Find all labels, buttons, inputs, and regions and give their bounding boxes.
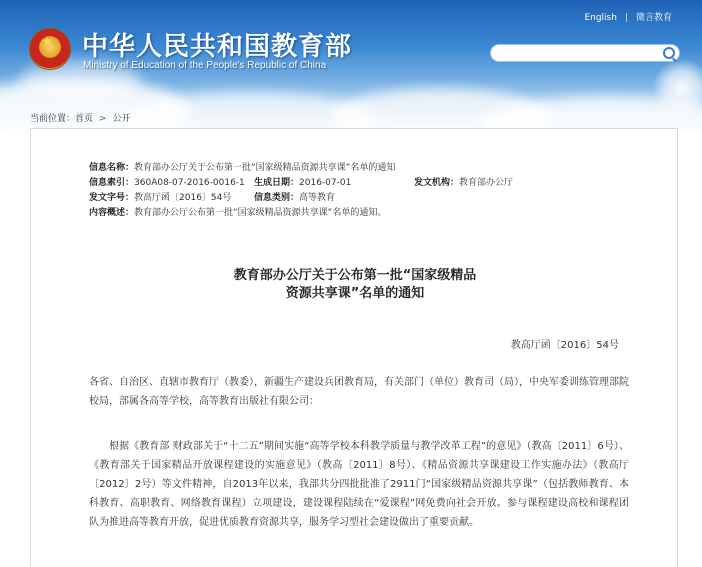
site-header bbox=[0, 0, 702, 132]
star-icon: ★ bbox=[41, 34, 54, 50]
site-subtitle: Ministry of Education of the People's Republic of China bbox=[83, 60, 327, 71]
meta-row-summary bbox=[89, 206, 395, 221]
meta-value: 教高厅函〔2016〕54号 bbox=[134, 193, 232, 203]
search-input[interactable] bbox=[490, 44, 680, 62]
search-icon[interactable] bbox=[663, 47, 675, 59]
meta-value: 2016-07-01 bbox=[299, 178, 352, 188]
meta-label: 发文字号： bbox=[89, 193, 135, 203]
meta-value: 360A08-07-2016-0016-1 bbox=[134, 178, 245, 188]
chevron-right-icon: > bbox=[99, 114, 107, 124]
content-panel bbox=[30, 128, 678, 567]
meta-label: 信息名称： bbox=[89, 163, 135, 173]
document-paragraph: 各省、自治区、直辖市教育厅（教委），新疆生产建设兵团教育局，有关部门（单位）教育司（局），中央军委训练管理部院校局，部属各高等学校，高等教育出版社有限公司： bbox=[89, 377, 629, 407]
breadcrumb-public-link[interactable]: 公开 bbox=[112, 114, 131, 124]
document-paragraph: 根据《教育部 财政部关于“十二五”期间实施“高等学校本科教学质量与教学改革工程”的意见》（教高〔2011〕6号）、《教育部关于国家精品开放课程建设的实施意见》（教高〔2011〕8号）、《精品资源共享课建设工作实施办法》（教高厅〔2012〕2号）等文件精神，自2013年以来，我部共分四批批准了2911门“国家级精品资源共享课”（包括教师教育、本科教育、高职教育、网络教育课程）立项建设，建设课程陆续在“爱课程”网免费向社会开放。参与课程建设高校和课程团队为推进高等教育开放，促进优质教育资源共享，服务学习型社会建设做出了重要贡献。 bbox=[89, 441, 629, 528]
document-number: 教高厅函〔2016〕54号 bbox=[510, 340, 619, 351]
meta-label: 生成日期： bbox=[254, 178, 300, 188]
meta-value: 教育部办公厅关于公布第一批“国家级精品资源共享课”名单的通知 bbox=[134, 163, 396, 173]
document-title-line: 资源共享课”名单的通知 bbox=[285, 286, 425, 301]
metadata-table bbox=[89, 161, 514, 221]
english-link[interactable]: English bbox=[584, 13, 617, 23]
meta-value: 高等教育 bbox=[299, 193, 336, 203]
national-emblem-icon[interactable] bbox=[29, 28, 71, 70]
top-links bbox=[584, 10, 672, 23]
meta-label: 信息类别： bbox=[254, 193, 300, 203]
meta-value: 教育部办公厅公布第一批“国家级精品资源共享课”名单的通知。 bbox=[134, 208, 387, 218]
breadcrumb bbox=[30, 111, 131, 124]
meta-row-name bbox=[89, 161, 395, 176]
document-title-line: 教育部办公厅关于公布第一批“国家级精品 bbox=[233, 268, 477, 283]
meta-label: 内容概述： bbox=[89, 208, 135, 218]
meta-row-docno bbox=[89, 191, 395, 206]
meta-value: 教育部办公厅 bbox=[459, 178, 514, 188]
meta-label: 信息索引： bbox=[89, 178, 135, 188]
meta-row-index bbox=[89, 176, 514, 191]
weiyan-education-link[interactable]: 微言教育 bbox=[635, 13, 672, 23]
site-title[interactable]: 中华人民共和国教育部 bbox=[82, 32, 353, 62]
breadcrumb-prefix: 当前位置： bbox=[30, 114, 76, 124]
meta-label: 发文机构： bbox=[414, 178, 460, 188]
link-separator: | bbox=[624, 13, 628, 23]
document-title bbox=[31, 267, 679, 303]
breadcrumb-home-link[interactable]: 首页 bbox=[75, 114, 94, 124]
